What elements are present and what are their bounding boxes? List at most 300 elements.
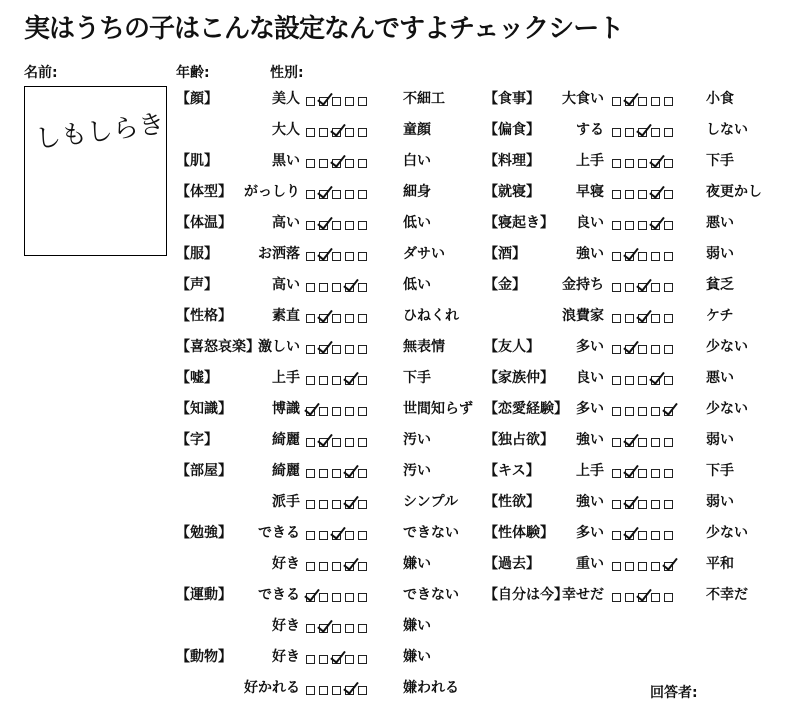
option-right-label: ダサい [403, 246, 445, 262]
rating-scale [306, 400, 367, 418]
checkbox[interactable] [358, 128, 367, 137]
page-title: 実はうちの子はこんな設定なんですよチェックシート [24, 14, 624, 44]
checkbox[interactable] [306, 500, 315, 509]
checked-box[interactable] [319, 438, 328, 447]
checked-box[interactable] [306, 407, 315, 416]
checkbox[interactable] [612, 159, 621, 168]
option-left-label: 黒い [272, 153, 300, 169]
category-label: 【料理】 [484, 153, 540, 169]
option-right-label: 小食 [706, 91, 734, 107]
checkbox[interactable] [345, 407, 354, 416]
option-right-label: ひねくれ [403, 308, 459, 324]
checkbox[interactable] [638, 407, 647, 416]
checkbox[interactable] [345, 593, 354, 602]
checkbox[interactable] [345, 655, 354, 664]
checked-box[interactable] [306, 593, 315, 602]
checked-box[interactable] [625, 531, 634, 540]
rating-scale [612, 586, 673, 604]
checkbox[interactable] [306, 128, 315, 137]
option-left-label: 早寝 [576, 184, 604, 200]
checkbox[interactable] [332, 97, 341, 106]
checkbox[interactable] [638, 438, 647, 447]
option-right-label: 少ない [706, 339, 748, 355]
option-right-label: 嫌われる [403, 680, 459, 696]
checkbox[interactable] [638, 562, 647, 571]
checkbox[interactable] [638, 531, 647, 540]
checkbox[interactable] [319, 686, 328, 695]
checkbox[interactable] [306, 655, 315, 664]
rating-scale [306, 586, 367, 604]
checkbox[interactable] [358, 314, 367, 323]
category-label: 【体型】 [176, 184, 232, 200]
checkbox[interactable] [306, 562, 315, 571]
checked-box[interactable] [345, 469, 354, 478]
checkbox[interactable] [664, 469, 673, 478]
checkbox[interactable] [306, 190, 315, 199]
category-label: 【字】 [176, 432, 218, 448]
checkbox[interactable] [638, 469, 647, 478]
checked-box[interactable] [638, 128, 647, 137]
checkbox[interactable] [625, 562, 634, 571]
checkbox[interactable] [306, 283, 315, 292]
option-right-label: シンプル [403, 494, 459, 510]
checked-box[interactable] [638, 593, 647, 602]
option-right-label: 不細工 [403, 91, 445, 107]
checkbox[interactable] [625, 159, 634, 168]
checked-box[interactable] [319, 221, 328, 230]
option-left-label: 幸せだ [562, 587, 604, 603]
checkbox[interactable] [345, 252, 354, 261]
checkbox[interactable] [358, 252, 367, 261]
checkbox[interactable] [358, 562, 367, 571]
checkbox[interactable] [651, 593, 660, 602]
checkbox[interactable] [651, 128, 660, 137]
category-label: 【友人】 [484, 339, 540, 355]
checkbox[interactable] [664, 531, 673, 540]
checkbox[interactable] [638, 159, 647, 168]
checked-box[interactable] [319, 97, 328, 106]
checkbox[interactable] [612, 531, 621, 540]
checkbox[interactable] [332, 562, 341, 571]
checked-box[interactable] [319, 252, 328, 261]
checkbox[interactable] [651, 97, 660, 106]
option-right-label: 汚い [403, 463, 431, 479]
rating-scale [612, 90, 673, 108]
option-right-label: 下手 [706, 463, 734, 479]
checked-box[interactable] [345, 376, 354, 385]
checkbox[interactable] [358, 97, 367, 106]
checked-box[interactable] [651, 221, 660, 230]
option-left-label: 上手 [576, 153, 604, 169]
checkbox[interactable] [358, 500, 367, 509]
option-right-label: 世間知らず [403, 401, 473, 417]
rating-scale [612, 400, 673, 418]
option-right-label: 夜更かし [706, 184, 762, 200]
option-right-label: 弱い [706, 432, 734, 448]
rating-scale [306, 214, 367, 232]
checkbox[interactable] [664, 376, 673, 385]
option-left-label: がっしり [244, 184, 300, 200]
checkbox[interactable] [625, 190, 634, 199]
option-right-label: 白い [403, 153, 431, 169]
checkbox[interactable] [306, 531, 315, 540]
checkbox[interactable] [638, 500, 647, 509]
checkbox[interactable] [651, 469, 660, 478]
checked-box[interactable] [625, 252, 634, 261]
checkbox[interactable] [651, 531, 660, 540]
checkbox[interactable] [345, 531, 354, 540]
checkbox[interactable] [664, 500, 673, 509]
checkbox[interactable] [638, 221, 647, 230]
rating-scale [612, 121, 673, 139]
checkbox[interactable] [358, 655, 367, 664]
rating-scale [612, 555, 673, 573]
checked-box[interactable] [651, 190, 660, 199]
option-right-label: 悪い [706, 370, 734, 386]
checkbox[interactable] [345, 624, 354, 633]
checkbox[interactable] [332, 624, 341, 633]
option-right-label: 低い [403, 215, 431, 231]
checkbox[interactable] [358, 469, 367, 478]
option-left-label: 高い [272, 277, 300, 293]
checkbox[interactable] [651, 407, 660, 416]
category-label: 【肌】 [176, 153, 218, 169]
option-right-label: できない [403, 587, 459, 603]
rating-scale [306, 648, 367, 666]
checkbox[interactable] [306, 252, 315, 261]
checked-box[interactable] [664, 562, 673, 571]
checkbox[interactable] [625, 221, 634, 230]
checkbox[interactable] [358, 407, 367, 416]
checkbox[interactable] [625, 593, 634, 602]
category-label: 【部屋】 [176, 463, 232, 479]
option-right-label: 少ない [706, 525, 748, 541]
checkbox[interactable] [306, 314, 315, 323]
checkbox[interactable] [332, 438, 341, 447]
checkbox[interactable] [319, 283, 328, 292]
option-left-label: できる [258, 587, 300, 603]
rating-scale [306, 524, 367, 542]
checked-box[interactable] [345, 500, 354, 509]
rating-scale [306, 183, 367, 201]
checkbox[interactable] [625, 376, 634, 385]
checkbox[interactable] [612, 221, 621, 230]
checked-box[interactable] [319, 314, 328, 323]
checkbox[interactable] [612, 593, 621, 602]
checked-box[interactable] [625, 469, 634, 478]
option-left-label: 綺麗 [272, 463, 300, 479]
option-right-label: ケチ [706, 308, 734, 324]
gender-label: 性別: [270, 65, 304, 81]
option-right-label: 汚い [403, 432, 431, 448]
checkbox[interactable] [306, 159, 315, 168]
rating-scale [306, 276, 367, 294]
option-right-label: しない [706, 122, 748, 138]
checkbox[interactable] [651, 438, 660, 447]
option-right-label: 嫌い [403, 556, 431, 572]
checkbox[interactable] [332, 345, 341, 354]
checkbox[interactable] [319, 655, 328, 664]
rating-scale [612, 276, 673, 294]
checkbox[interactable] [651, 283, 660, 292]
checkbox[interactable] [664, 97, 673, 106]
option-right-label: できない [403, 525, 459, 541]
category-label: 【服】 [176, 246, 218, 262]
checkbox[interactable] [612, 407, 621, 416]
rating-scale [612, 183, 673, 201]
checkbox[interactable] [345, 128, 354, 137]
checked-box[interactable] [651, 376, 660, 385]
checkbox[interactable] [358, 283, 367, 292]
checked-box[interactable] [345, 686, 354, 695]
option-left-label: 大食い [562, 91, 604, 107]
checked-box[interactable] [345, 562, 354, 571]
checkbox[interactable] [345, 314, 354, 323]
option-right-label: 下手 [706, 153, 734, 169]
option-left-label: 浪費家 [562, 308, 604, 324]
category-label: 【寝起き】 [484, 215, 554, 231]
checkbox[interactable] [651, 500, 660, 509]
checkbox[interactable] [612, 97, 621, 106]
rating-scale [306, 431, 367, 449]
checkbox[interactable] [319, 562, 328, 571]
checkbox[interactable] [319, 407, 328, 416]
checkbox[interactable] [332, 593, 341, 602]
checkbox[interactable] [345, 438, 354, 447]
category-label: 【キス】 [484, 463, 540, 479]
checkbox[interactable] [332, 376, 341, 385]
checkbox[interactable] [319, 159, 328, 168]
option-right-label: 嫌い [403, 649, 431, 665]
category-label: 【就寝】 [484, 184, 540, 200]
checked-box[interactable] [625, 345, 634, 354]
rating-scale [306, 493, 367, 511]
checked-box[interactable] [638, 314, 647, 323]
option-left-label: 派手 [272, 494, 300, 510]
rating-scale [612, 245, 673, 263]
option-right-label: 貧乏 [706, 277, 734, 293]
rating-scale [306, 90, 367, 108]
checked-box[interactable] [664, 407, 673, 416]
checkbox[interactable] [664, 252, 673, 261]
category-label: 【酒】 [484, 246, 526, 262]
checkbox[interactable] [358, 438, 367, 447]
option-left-label: 綺麗 [272, 432, 300, 448]
checked-box[interactable] [332, 159, 341, 168]
checkbox[interactable] [612, 283, 621, 292]
checked-box[interactable] [319, 624, 328, 633]
option-left-label: 博識 [272, 401, 300, 417]
option-left-label: 高い [272, 215, 300, 231]
checkbox[interactable] [612, 376, 621, 385]
checked-box[interactable] [625, 438, 634, 447]
checkbox[interactable] [358, 376, 367, 385]
checkbox[interactable] [319, 128, 328, 137]
checkbox[interactable] [651, 345, 660, 354]
option-right-label: 嫌い [403, 618, 431, 634]
checkbox[interactable] [306, 221, 315, 230]
checkbox[interactable] [332, 314, 341, 323]
checkbox[interactable] [306, 469, 315, 478]
checked-box[interactable] [345, 283, 354, 292]
rating-scale [612, 152, 673, 170]
checkbox[interactable] [358, 190, 367, 199]
checkbox[interactable] [306, 97, 315, 106]
checkbox[interactable] [358, 593, 367, 602]
checkbox[interactable] [345, 345, 354, 354]
category-label: 【知識】 [176, 401, 232, 417]
checkbox[interactable] [306, 624, 315, 633]
checkbox[interactable] [345, 221, 354, 230]
checkbox[interactable] [306, 345, 315, 354]
option-left-label: 上手 [576, 463, 604, 479]
checkbox[interactable] [625, 128, 634, 137]
category-label: 【運動】 [176, 587, 232, 603]
checkbox[interactable] [358, 345, 367, 354]
option-left-label: 好き [272, 556, 300, 572]
checkbox[interactable] [306, 376, 315, 385]
checkbox[interactable] [358, 531, 367, 540]
option-right-label: 低い [403, 277, 431, 293]
rating-scale [306, 369, 367, 387]
category-label: 【独占欲】 [484, 432, 554, 448]
checked-box[interactable] [625, 97, 634, 106]
checkbox[interactable] [651, 252, 660, 261]
category-label: 【金】 [484, 277, 526, 293]
rating-scale [306, 555, 367, 573]
checkbox[interactable] [638, 345, 647, 354]
checkbox[interactable] [345, 159, 354, 168]
category-label: 【勉強】 [176, 525, 232, 541]
rating-scale [612, 338, 673, 356]
checked-box[interactable] [319, 345, 328, 354]
category-label: 【喜怒哀楽】 [176, 339, 260, 355]
checkbox[interactable] [319, 593, 328, 602]
checkbox[interactable] [625, 283, 634, 292]
category-label: 【食事】 [484, 91, 540, 107]
option-right-label: 無表情 [403, 339, 445, 355]
checkbox[interactable] [358, 624, 367, 633]
age-label: 年齢: [176, 65, 210, 81]
option-left-label: 好き [272, 618, 300, 634]
rating-scale [612, 462, 673, 480]
checkbox[interactable] [664, 345, 673, 354]
checked-box[interactable] [319, 190, 328, 199]
checkbox[interactable] [358, 221, 367, 230]
option-left-label: 大人 [272, 122, 300, 138]
option-right-label: 童顔 [403, 122, 431, 138]
option-left-label: 多い [576, 339, 604, 355]
checkbox[interactable] [319, 531, 328, 540]
checkbox[interactable] [612, 469, 621, 478]
checkbox[interactable] [332, 221, 341, 230]
checkbox[interactable] [638, 376, 647, 385]
checkbox[interactable] [332, 252, 341, 261]
option-left-label: 強い [576, 432, 604, 448]
option-left-label: 多い [576, 401, 604, 417]
checkbox[interactable] [319, 376, 328, 385]
option-left-label: 好かれる [244, 680, 300, 696]
checkbox[interactable] [612, 252, 621, 261]
option-left-label: 激しい [258, 339, 300, 355]
checkbox[interactable] [638, 190, 647, 199]
checkbox[interactable] [612, 190, 621, 199]
checkbox[interactable] [332, 190, 341, 199]
category-label: 【性体験】 [484, 525, 554, 541]
checkbox[interactable] [612, 128, 621, 137]
checkbox[interactable] [332, 686, 341, 695]
category-label: 【自分は今】 [484, 587, 568, 603]
category-label: 【恋愛経験】 [484, 401, 568, 417]
rating-scale [612, 307, 673, 325]
checkbox[interactable] [358, 159, 367, 168]
checkbox[interactable] [625, 407, 634, 416]
checkbox[interactable] [306, 438, 315, 447]
rating-scale [306, 307, 367, 325]
checkbox[interactable] [319, 500, 328, 509]
checked-box[interactable] [332, 655, 341, 664]
checked-box[interactable] [651, 159, 660, 168]
rating-scale [306, 679, 367, 697]
checkbox[interactable] [651, 562, 660, 571]
checkbox[interactable] [306, 686, 315, 695]
checkbox[interactable] [612, 500, 621, 509]
checkbox[interactable] [664, 159, 673, 168]
checkbox[interactable] [332, 500, 341, 509]
option-left-label: お洒落 [258, 246, 300, 262]
checkbox[interactable] [638, 252, 647, 261]
checkbox[interactable] [612, 438, 621, 447]
option-right-label: 弱い [706, 494, 734, 510]
checkbox[interactable] [319, 469, 328, 478]
name-box [24, 86, 167, 256]
rating-scale [612, 431, 673, 449]
rating-scale [612, 214, 673, 232]
option-right-label: 不幸だ [706, 587, 748, 603]
checkbox[interactable] [664, 190, 673, 199]
checkbox[interactable] [345, 97, 354, 106]
checkbox[interactable] [664, 314, 673, 323]
checkbox[interactable] [332, 283, 341, 292]
option-right-label: 悪い [706, 215, 734, 231]
checkbox[interactable] [664, 221, 673, 230]
rating-scale [306, 617, 367, 635]
option-left-label: 金持ち [562, 277, 604, 293]
checkbox[interactable] [612, 314, 621, 323]
checkbox[interactable] [612, 345, 621, 354]
checkbox[interactable] [664, 438, 673, 447]
checkbox[interactable] [664, 593, 673, 602]
checkbox[interactable] [332, 407, 341, 416]
checkbox[interactable] [625, 314, 634, 323]
checked-box[interactable] [625, 500, 634, 509]
checkbox[interactable] [664, 283, 673, 292]
checkbox[interactable] [638, 97, 647, 106]
option-left-label: 良い [576, 215, 604, 231]
checkbox[interactable] [651, 314, 660, 323]
checkbox[interactable] [332, 469, 341, 478]
checkbox[interactable] [664, 128, 673, 137]
checkbox[interactable] [358, 686, 367, 695]
rating-scale [306, 152, 367, 170]
checkbox[interactable] [345, 190, 354, 199]
category-label: 【動物】 [176, 649, 232, 665]
checked-box[interactable] [638, 283, 647, 292]
checked-box[interactable] [332, 128, 341, 137]
checkbox[interactable] [612, 562, 621, 571]
category-label: 【体温】 [176, 215, 232, 231]
checked-box[interactable] [332, 531, 341, 540]
